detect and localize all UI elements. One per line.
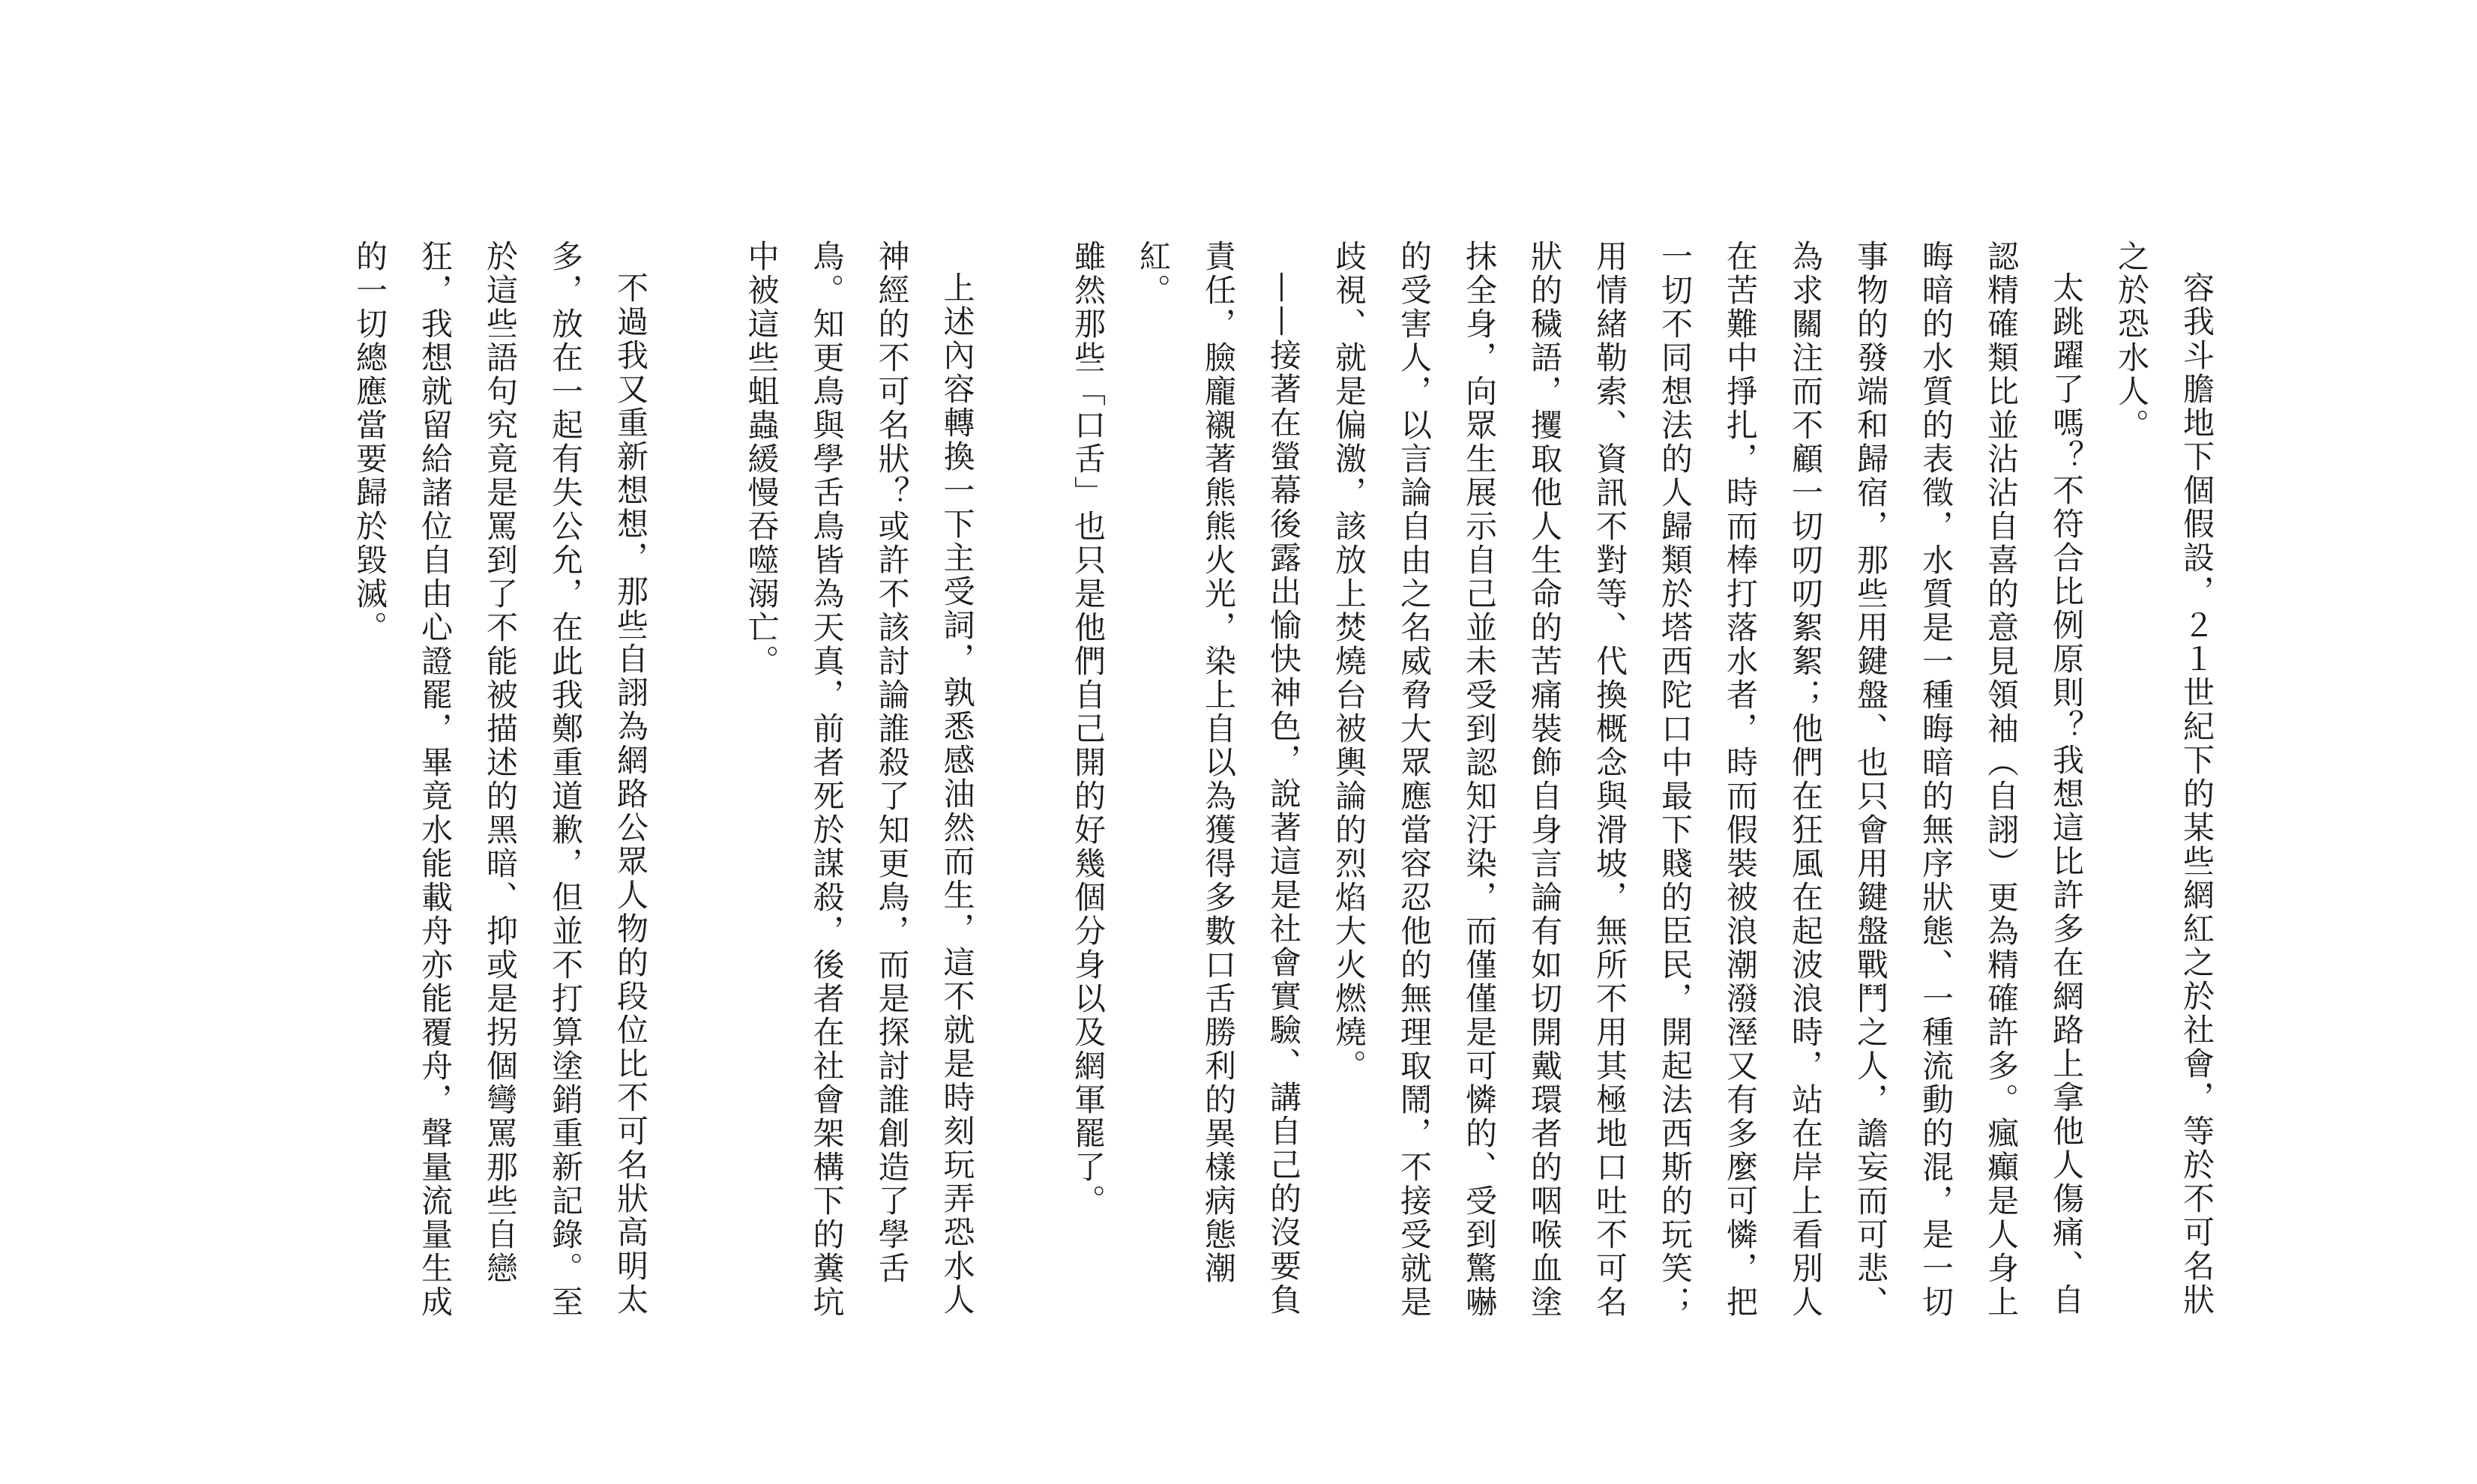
paragraph-critique: 太跳躍了嗎？不符合比例原則？我想這比許多在網路上拿他人傷痛、自認精確類比並沾沾自喜的意見領袖（自詡）更為精確許多。瘋癲是人身上晦暗的水質的表徵，水質是一種晦暗的無序狀態、一種流動的混，是一切事物的發端和歸宿，那些用鍵盤、也只會用鍵盤戰鬥之人，譫妄而可悲、為求關注而不顧一切叨叨絮絮；他們在狂風在起波浪時，站在岸上看別人在苦難中掙扎，時而棒打落水者，時而假裝被浪潮潑溼又有多麼可憐，把一切不同想法的人歸類於塔西陀口中最下賤的臣民，開起法西斯的玩笑；用情緒勒索、資訊不對等、代換概念與滑坡，無所不用其極地口吐不可名狀的穢語，攫取他人生命的苦痛裝飾自身言論有如切開戴環者的咽喉血塗抹全身，向眾生展示自己並未受到認知汙染，而僅僅是可憐的、受到驚嚇的受害人，以言論自由之名威脅大眾應當容忍他的無理取鬧，不接受就是歧視、就是偏激，該放上焚燒台被輿論的烈焰大火燃燒。 xyxy=(1331,240,2085,1319)
vertical-text-body xyxy=(337,240,2230,1349)
paragraph-sockpuppets: 雖然那些「口舌」也只是他們自己開的好幾個分身以及網軍罷了。 xyxy=(1070,240,1107,1218)
paragraph-aftermath: ——接著在螢幕後露出愉快神色，說著這是社會實驗、講自己的沒要負責任，臉龐襯著熊熊火光，染上自以為獲得多數口舌勝利的異樣病態潮紅。 xyxy=(1135,240,1302,1317)
paragraph-hypothesis: 容我斗膽地下個假設，２１世紀下的某些網紅之於社會，等於不可名狀之於恐水人。 xyxy=(2113,240,2215,1317)
paragraph-apology: 不過我又重新想想，那些自詡為網路公眾人物的段位比不可名狀高明太多，放在一起有失公允，在此我鄭重道歉，但並不打算塗銷重新記錄。至於這些語句究竟是罵到了不能被描述的黑暗、抑或是拐個彎罵那些自戀狂，我想就留給諸位自由心證罷，畢竟水能載舟亦能覆舟，聲量流量生成的一切總應當要歸於毀滅。 xyxy=(352,240,649,1319)
paragraph-mockingbird: 上述內容轉換一下主受詞，孰悉感油然而生，這不就是時刻玩弄恐水人神經的不可名狀？或許不該討論誰殺了知更鳥，而是探討誰創造了學舌鳥。知更鳥與學舌鳥皆為天真，前者死於謀殺，後者在社會架構下的糞坑中被這些蛆蟲緩慢吞噬溺亡。 xyxy=(743,240,976,1319)
